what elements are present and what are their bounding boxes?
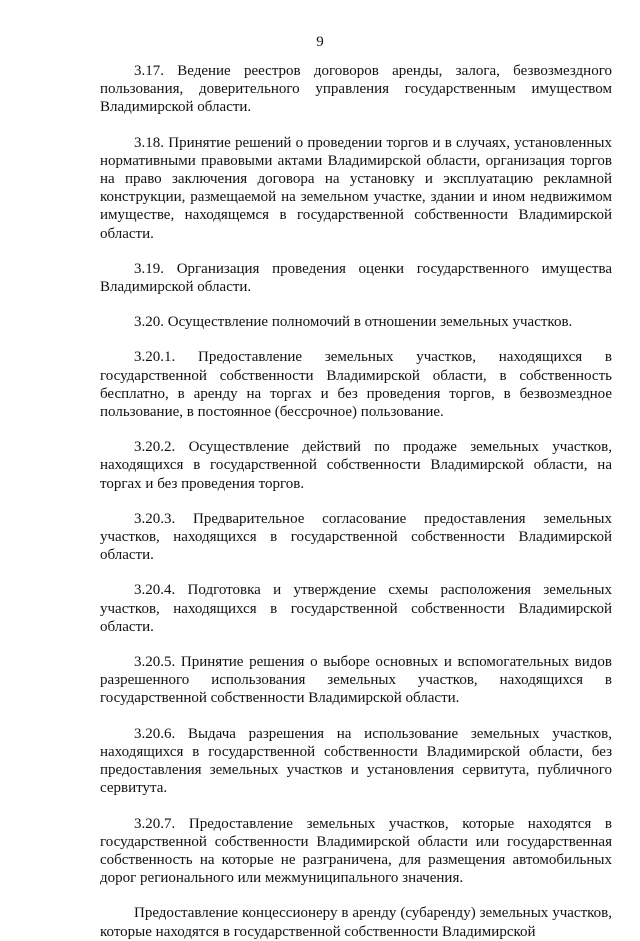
paragraph-3-20: 3.20. Осуществление полномочий в отношении земельных участков. (134, 314, 573, 331)
paragraph-concession: Предоставление концессионеру в аренду (субаренду) земельных участков, которые находятся в государственной собственности Владимирской (100, 905, 612, 940)
document-body (100, 62, 612, 941)
paragraph-3-19: 3.19. Организация проведения оценки государственного имущества Владимирской области. (100, 260, 612, 296)
paragraph-3-20-5: 3.20.5. Принятие решения о выборе основных и вспомогательных видов разрешенного использования земельных участков, находящихся в государственной собственности Владимирской области. (100, 654, 612, 707)
paragraph-3-18: 3.18. Принятие решений о проведении торгов и в случаях, установленных нормативными правовыми актами Владимирской области, организация торгов на право заключения договора на установку и эксплуатацию рекламной конструкции, размещаемой на земельном участке, здании и ином недвижимом имуществе, находящемся в государственной собственности Владимирской области. (100, 134, 612, 242)
paragraph-3-20-6: 3.20.6. Выдача разрешения на использование земельных участков, находящихся в государственной собственности Владимирской области, без предоставления земельных участков и установления сервитута, публичного сервитута. (100, 725, 612, 797)
paragraph-3-20-7: 3.20.7. Предоставление земельных участков, которые находятся в государственной собственности Владимирской области или государственная собственность на которые не разграничена, для размещения автомобильных дорог регионального или межмуниципального значения. (100, 815, 612, 887)
paragraph-3-20-3: 3.20.3. Предварительное согласование предоставления земельных участков, находящихся в государственной собственности Владимирской области. (100, 510, 612, 564)
paragraph-3-17: 3.17. Ведение реестров договоров аренды, залога, безвозмездного пользования, доверительного управления государственным имуществом Владимирской области. (100, 63, 612, 116)
page-number: 9 (316, 34, 324, 50)
paragraph-3-20-4: 3.20.4. Подготовка и утверждение схемы расположения земельных участков, находящихся в государственной собственности Владимирской области. (100, 582, 612, 635)
paragraph-3-20-2: 3.20.2. Осуществление действий по продаже земельных участков, находящихся в государственной собственности Владимирской области, на торгах и без проведения торгов. (100, 439, 612, 492)
paragraph-3-20-1: 3.20.1. Предоставление земельных участков, находящихся в государственной собственности Владимирской области, в собственность бесплатно, в аренду на торгах и без проведения торгов, в безвозмездное пользование, в постоянное (бессрочное) пользование. (100, 349, 612, 421)
